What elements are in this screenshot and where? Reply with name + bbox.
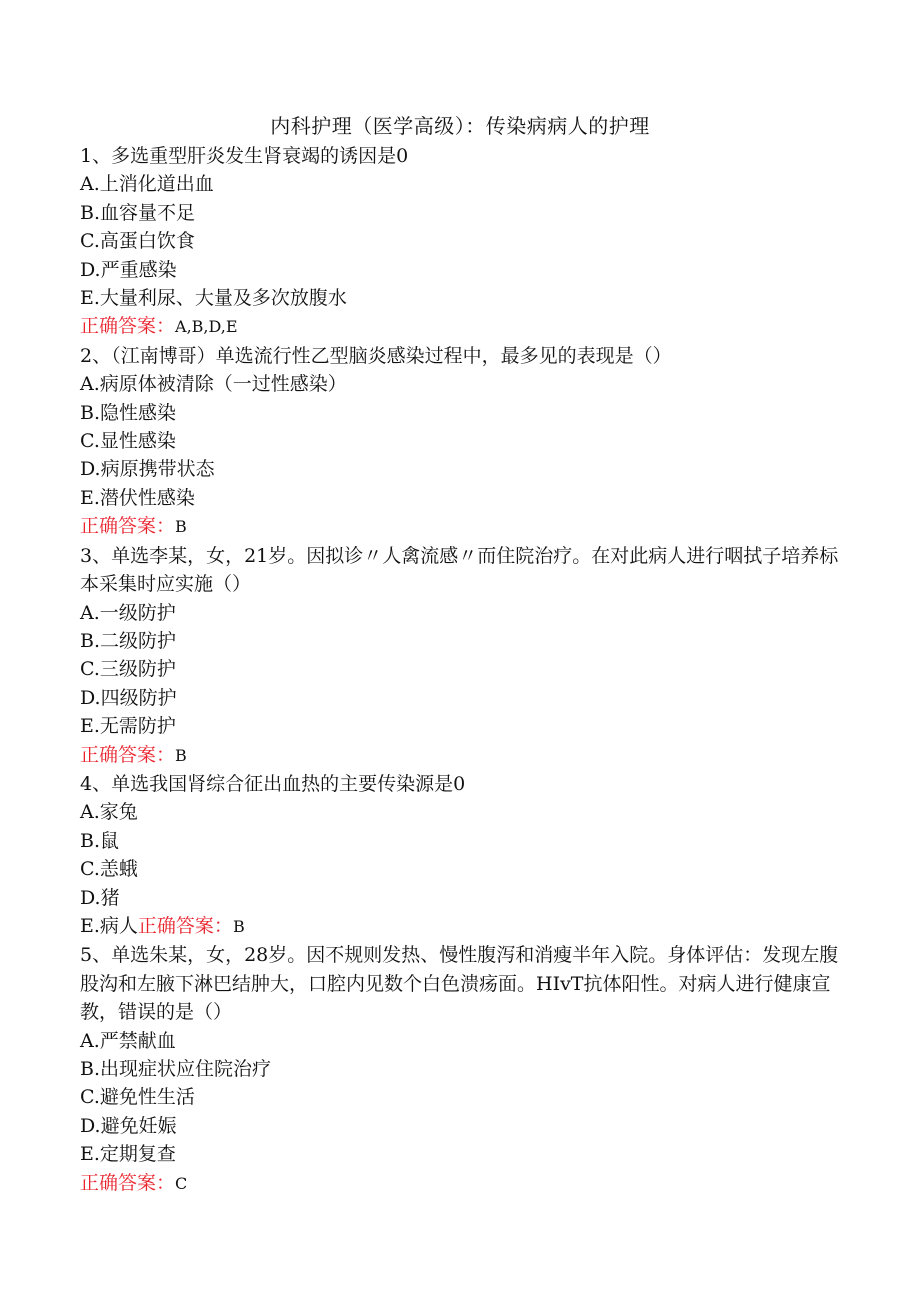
option-a: A.病原体被清除（一过性感染）	[80, 373, 347, 396]
correct-answer	[80, 741, 850, 770]
option-c: C.显性感染	[80, 430, 176, 453]
question-stem: 1、多选重型肝炎发生肾衰竭的诱因是0	[80, 145, 409, 167]
option-a: A.家兔	[80, 801, 138, 824]
correct-answer	[80, 312, 850, 341]
option-c: C.高蛋白饮食	[80, 230, 195, 253]
option-a: A.严禁献血	[80, 1029, 176, 1052]
answer-label: 正确答案：	[80, 315, 176, 338]
option-a: A.一级防护	[80, 601, 176, 624]
option-b: B.血容量不足	[80, 201, 196, 224]
answer-value: A,B,D,E	[175, 317, 238, 337]
option-e: E.病人	[80, 914, 138, 937]
answer-value: C	[175, 1173, 188, 1193]
question-2	[80, 342, 850, 542]
question-list	[80, 142, 850, 1198]
option-e-with-answer	[80, 912, 850, 941]
option-d: D.严重感染	[80, 258, 177, 281]
option-d: D.四级防护	[80, 686, 177, 709]
option-b: B.隐性感染	[80, 401, 177, 424]
question-5	[80, 941, 850, 1198]
option-a: A.上消化道出血	[80, 173, 214, 196]
option-e: E.潜伏性感染	[80, 486, 195, 509]
answer-value: B	[232, 916, 245, 936]
option-c: C.避免性生活	[80, 1086, 195, 1109]
document-title: 内科护理（医学高级）：传染病病人的护理	[270, 114, 650, 138]
answer-label: 正确答案：	[80, 743, 176, 766]
option-d: D.猪	[80, 886, 120, 909]
option-b: B.出现症状应住院治疗	[80, 1058, 272, 1080]
option-e: E.定期复查	[80, 1143, 176, 1166]
answer-value: B	[175, 745, 187, 765]
question-1	[80, 142, 850, 342]
answer-label: 正确答案：	[80, 515, 176, 538]
question-4	[80, 770, 850, 941]
answer-label: 正确答案：	[137, 914, 233, 937]
option-b: B.鼠	[80, 829, 120, 852]
option-d: D.病原携带状态	[80, 458, 215, 481]
correct-answer	[80, 512, 850, 541]
question-stem: 4、单选我国肾综合征出血热的主要传染源是0	[80, 772, 466, 795]
option-c: C.恙蛾	[80, 858, 138, 881]
answer-label: 正确答案：	[80, 1171, 176, 1194]
option-e: E.无需防护	[80, 715, 176, 738]
question-3	[80, 542, 850, 770]
option-b: B.二级防护	[80, 629, 177, 652]
option-c: C.三级防护	[80, 658, 176, 681]
question-stem: 3、单选李某，女，21岁。因拟诊〃人禽流感〃而住院治疗。在对此病人进行咽拭子培养标本采集时应实施（）	[80, 544, 839, 596]
question-stem: 2、（江南博哥）单选流行性乙型脑炎感染过程中，最多见的表现是（）	[80, 344, 672, 367]
question-stem: 5、单选朱某，女，28岁。因不规则发热、慢性腹泻和消瘦半年入院。身体评估：发现左腹股沟和左腋下淋巴结肿大，口腔内见数个白色溃疡面。HIvT抗体阳性。对病人进行健康宣教，错误的是（）	[80, 944, 839, 1024]
option-d: D.避免妊娠	[80, 1114, 177, 1137]
answer-value: B	[175, 517, 187, 537]
option-e: E.大量利尿、大量及多次放腹水	[80, 287, 347, 310]
correct-answer	[80, 1169, 850, 1198]
